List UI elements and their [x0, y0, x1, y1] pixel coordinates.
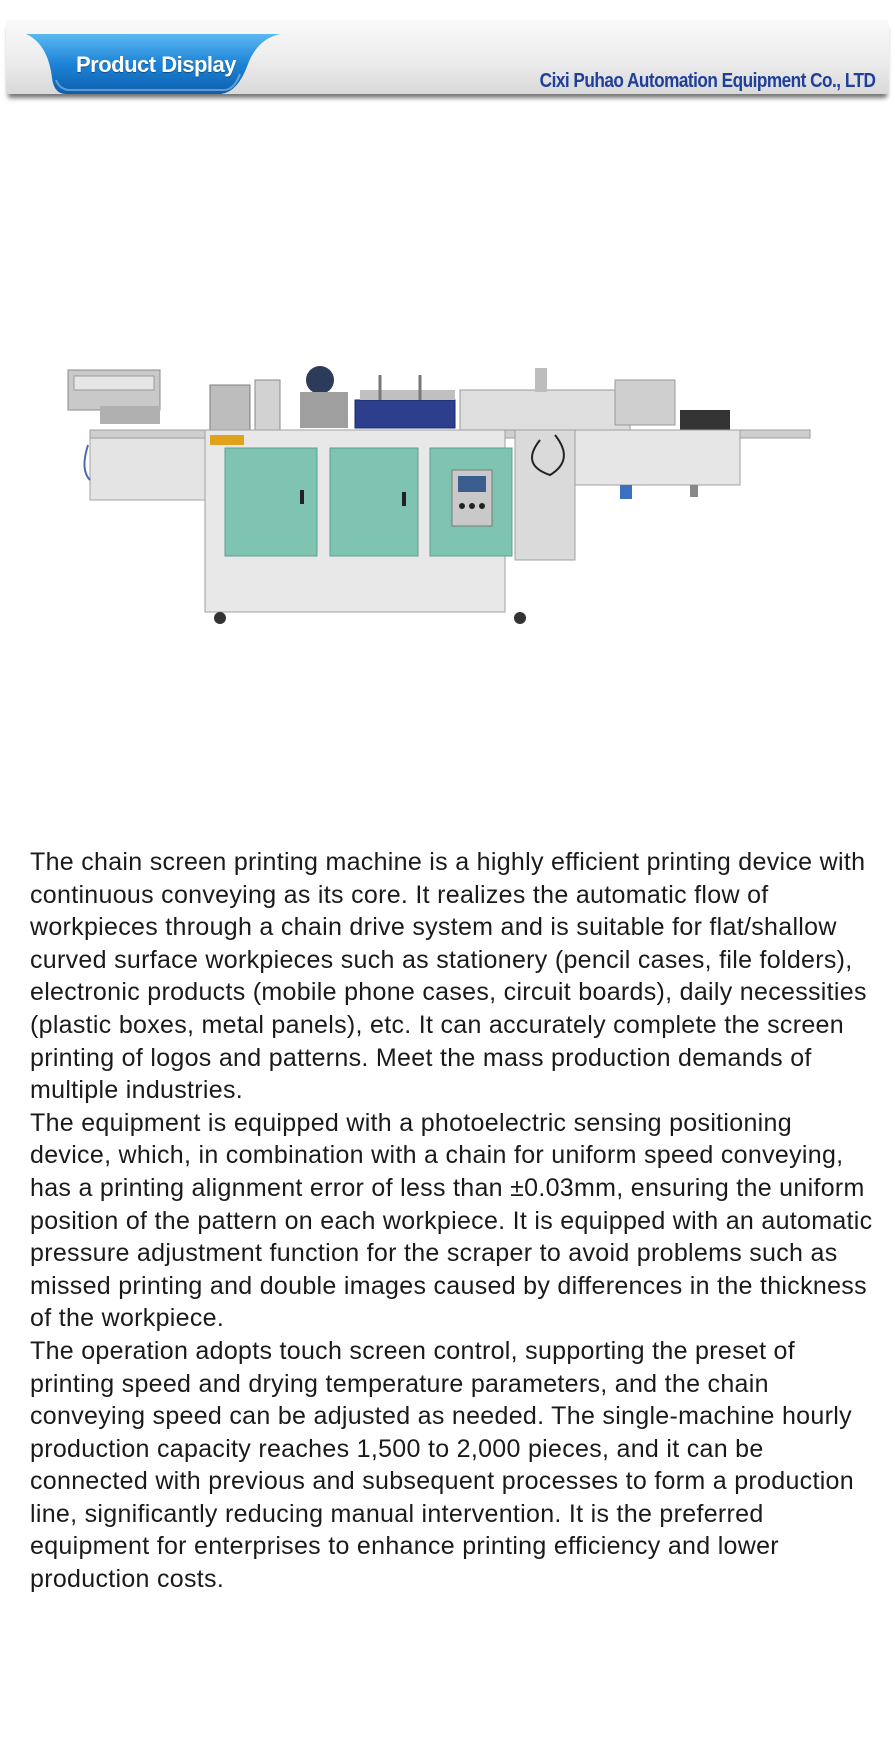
tab-label: Product Display: [76, 52, 236, 77]
description-paragraph: The chain screen printing machine is a highly efficient printing device with continuous conveying as its core. It realizes the automatic flow of workpieces through a chain drive system and is suitable for flat/shallow curved surface workpieces such as stationery (pencil cases, file folders), electronic products (mobile phone cases, circuit boards), daily necessities (plastic boxes, metal panels), etc. It can accurately complete the screen printing of logos and patterns. Meet the mass production demands of multiple industries.: [30, 848, 867, 1105]
print-head: [210, 366, 455, 430]
product-description: [30, 846, 875, 1596]
company-name: Cixi Puhao Automation Equipment Co., LTD: [539, 70, 875, 92]
header-banner: [6, 20, 889, 94]
product-display-tab: [26, 34, 296, 100]
description-paragraph: The operation adopts touch screen control, supporting the preset of printing speed and drying temperature parameters, and the chain conveying speed can be adjusted as needed. The single-machine hourly production capacity reaches 1,500 to 2,000 pieces, and it can be connected with previous and subsequent processes to form a production line, significantly reducing manual intervention. It is the preferred equipment for enterprises to enhance printing efficiency and lower production costs.: [30, 1336, 854, 1594]
product-photo: [60, 360, 840, 630]
description-paragraph: The equipment is equipped with a photoelectric sensing positioning device, which, in combination with a chain for uniform speed conveying, has a printing alignment error of less than ±0.03mm, ensuring the uniform position of the pattern on each workpiece. It is equipped with an automatic pressure adjustment function for the scraper to avoid problems such as missed printing and double images caused by differences in the thickness of the workpiece.: [30, 1108, 873, 1333]
main-cabinet: [205, 430, 526, 624]
